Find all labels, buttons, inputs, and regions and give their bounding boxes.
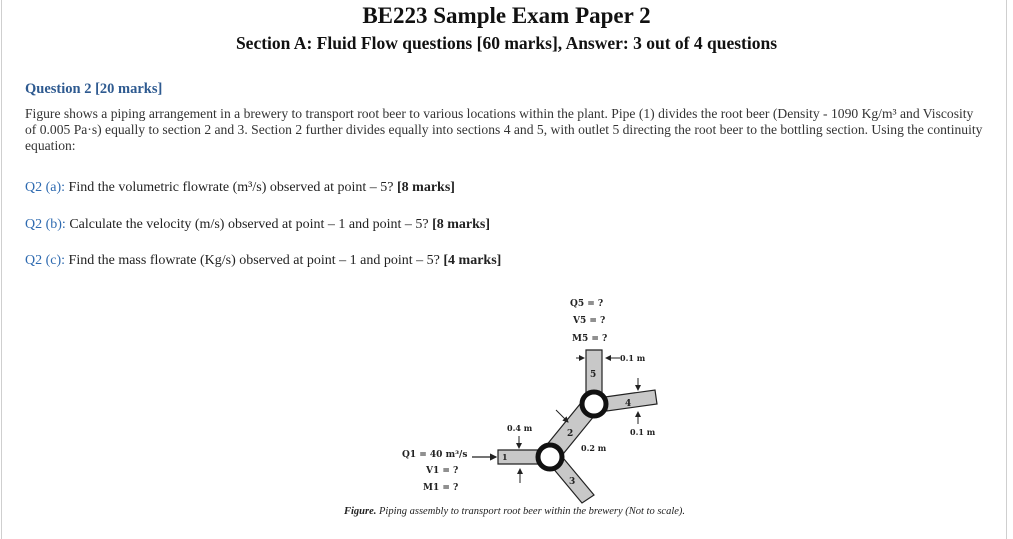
sub-question-text: Find the mass flowrate (Kg/s) observed at point – 1 and point – 5?: [65, 253, 444, 268]
sub-question-marks: [4 marks]: [443, 253, 502, 268]
question-body: Figure shows a piping arrangement in a brewery to transport root beer to various locations within the plant. Pipe (1) divides the root beer (Density - 1090 Kg/m³ and Viscosity of 0.005 Pa·s) equally to section 2 and 3. Section 2 further divides equally into sections 4 and 5, with outlet 5 directing the root beer to the bottling section. Using the continuity equation:: [25, 106, 983, 153]
page-title: BE223 Sample Exam Paper 2: [362, 3, 651, 28]
sub-question-label: Q2 (b):: [25, 217, 66, 232]
label-n4: 4: [625, 399, 632, 409]
label-d2: 0.2 m: [581, 443, 607, 453]
sub-question-marks: [8 marks]: [397, 180, 455, 195]
label-d5: 0.1 m: [620, 353, 646, 363]
label-q5: Q5 = ?: [570, 299, 604, 309]
caption-lead: Figure.: [344, 506, 377, 517]
label-v5: V5 = ?: [573, 316, 606, 326]
label-m5: M5 = ?: [572, 334, 608, 344]
label-q1: Q1 = 40 m³/s: [402, 450, 468, 460]
label-n1: 1: [502, 452, 508, 462]
label-n5: 5: [590, 370, 597, 380]
caption-text: Piping assembly to transport root beer within the brewery (Not to scale).: [376, 506, 686, 517]
piping-diagram: [380, 290, 720, 505]
section-subtitle: Section A: Fluid Flow questions [60 marks], Answer: 3 out of 4 questions: [235, 33, 778, 53]
label-v1: V1 = ?: [426, 466, 459, 476]
label-d1: 0.4 m: [507, 423, 533, 433]
piping-figure: [380, 290, 720, 505]
figure-caption: [344, 506, 685, 517]
sub-question-a: [25, 180, 455, 196]
sub-question-c: [25, 253, 501, 269]
question-heading: Question 2 [20 marks]: [25, 81, 163, 97]
junction-1-icon: [538, 445, 562, 469]
label-n2: 2: [567, 429, 574, 439]
right-border: [1006, 0, 1007, 539]
label-m1: M1 = ?: [423, 483, 459, 493]
label-n3: 3: [569, 477, 576, 487]
left-border: [1, 0, 2, 539]
sub-question-label: Q2 (c):: [25, 253, 66, 268]
junction-2-icon: [582, 392, 606, 416]
sub-question-text: Find the volumetric flowrate (m³/s) observed at point – 5?: [65, 180, 397, 195]
sub-question-b: [25, 217, 490, 233]
sub-question-text: Calculate the velocity (m/s) observed at point – 1 and point – 5?: [65, 217, 433, 232]
label-d4: 0.1 m: [630, 427, 656, 437]
sub-question-label: Q2 (a):: [25, 180, 66, 195]
sub-question-marks: [8 marks]: [432, 217, 491, 232]
arrow-diag-icon: [556, 410, 568, 422]
